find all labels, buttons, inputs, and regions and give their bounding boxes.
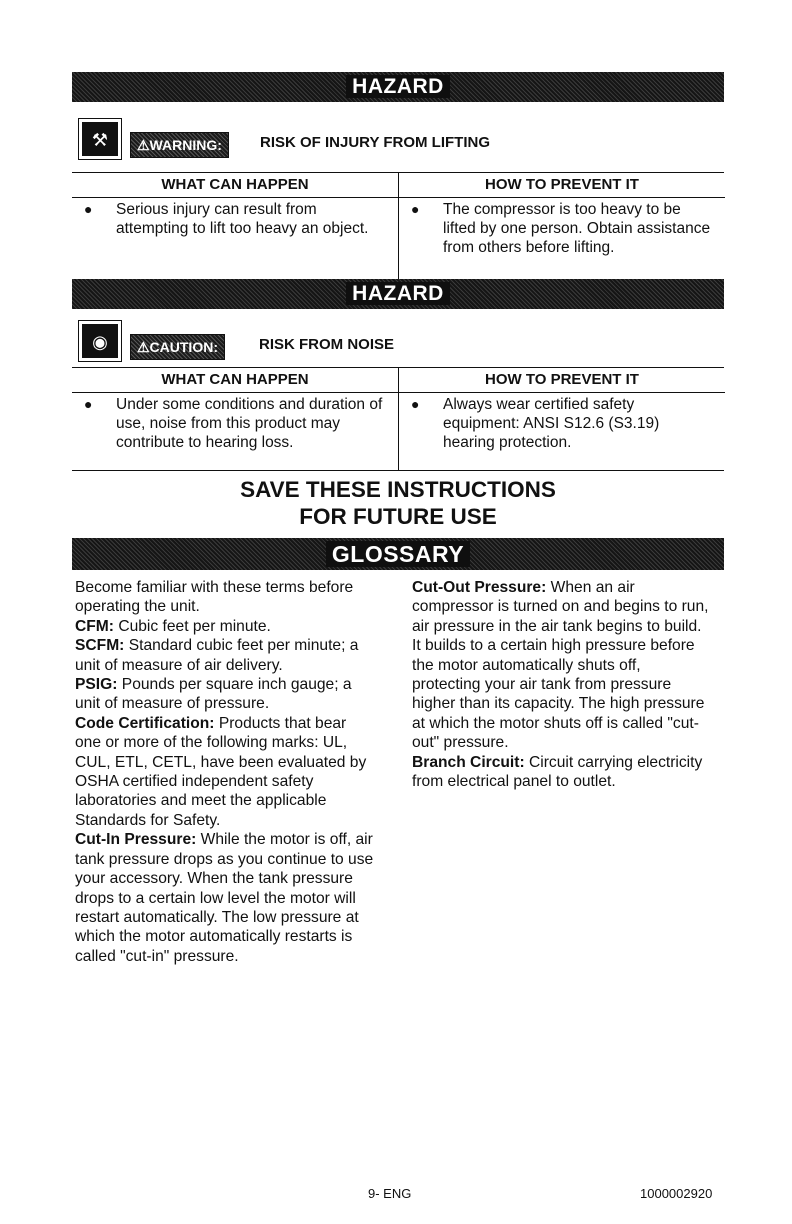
save-instructions-heading: SAVE THESE INSTRUCTIONS [240, 477, 556, 502]
noise-hazard-table [72, 367, 724, 471]
lifting-hazard-table [72, 172, 724, 281]
glossary-band: GLOSSARY [72, 538, 724, 570]
lifting-person-icon: ⚒ [78, 118, 122, 160]
what-can-happen-column [72, 173, 398, 280]
glossary-entry-psig: PSIG: Pounds per square inch gauge; a unit of measure of pressure. [75, 676, 352, 713]
how-to-prevent-heading: HOW TO PREVENT IT [399, 368, 725, 393]
page-number: 9- ENG [368, 1186, 412, 1201]
noise-risk-header [72, 320, 724, 364]
what-can-happen-column [72, 368, 398, 470]
lifting-risk-title: RISK OF INJURY FROM LIFTING [260, 134, 491, 151]
glossary-entry-branch-circuit: Branch Circuit: Circuit carrying electricity from electrical panel to outlet. [412, 753, 703, 791]
how-to-prevent-heading: HOW TO PREVENT IT [399, 173, 725, 198]
glossary-entry-cfm: CFM: Cubic feet per minute. [75, 617, 271, 635]
noise-prevent-text: Always wear certified safety equipment: ANSI S12.6 (S3.19) hearing protection. [443, 396, 660, 451]
document-code: 1000002920 [640, 1186, 713, 1201]
glossary-right-column [412, 578, 712, 791]
how-to-prevent-column [398, 173, 725, 280]
glossary-entry-code-certification: Code Certification: Products that bear one or more of the following marks: UL, CUL, ETL, CETL, have been evaluated by OSHA certified independent safety laboratories and meet the applicable Standards for Safety. [75, 714, 367, 829]
bullet-icon: ● [411, 201, 420, 217]
lifting-prevent-text: The compressor is too heavy to be lifted by one person. Obtain assistance from others before lifting. [443, 201, 711, 256]
what-can-happen-heading: WHAT CAN HAPPEN [72, 368, 398, 393]
glossary-entry-cut-out: Cut-Out Pressure: When an air compressor is turned on and begins to run, air pressure in the air tank begins to build. It builds to a certain high pressure before the motor automatically shuts off, protecting your air tank from pressure higher than its capacity. The high pressure at which the motor shuts off is called "cut-out" pressure. [412, 579, 709, 752]
bullet-icon: ● [411, 396, 420, 412]
glossary-entry-scfm: SCFM: Standard cubic feet per minute; a unit of measure of air delivery. [75, 637, 359, 674]
caution-signal-label: ⚠CAUTION: [130, 334, 225, 360]
hazard-band-1: HAZARD [72, 72, 724, 102]
lifting-risk-header [72, 118, 724, 162]
hearing-protection-icon: ◉ [78, 320, 122, 362]
glossary-entry-cut-in: Cut-In Pressure: While the motor is off, air tank pressure drops as you continue to use your accessory. When the tank pressure drops to a certain low level the motor will restart automatically. The low pressure at which the motor automatically restarts is called "cut-in" pressure. [75, 831, 374, 965]
hazard-band-2: HAZARD [72, 279, 724, 309]
noise-happen-text: Under some conditions and duration of use, noise from this product may contribute to hearing loss. [116, 396, 383, 451]
warning-signal-label: ⚠WARNING: [130, 132, 229, 158]
glossary-left-column [75, 578, 375, 966]
glossary-intro: Become familiar with these terms before operating the unit. [75, 579, 354, 616]
noise-risk-title: RISK FROM NOISE [259, 336, 395, 353]
bullet-icon: ● [84, 201, 93, 217]
what-can-happen-heading: WHAT CAN HAPPEN [72, 173, 398, 198]
future-use-heading: FOR FUTURE USE [299, 504, 497, 529]
how-to-prevent-column [398, 368, 725, 470]
bullet-icon: ● [84, 396, 93, 412]
lifting-happen-text: Serious injury can result from attempting to lift too heavy an object. [116, 201, 369, 237]
